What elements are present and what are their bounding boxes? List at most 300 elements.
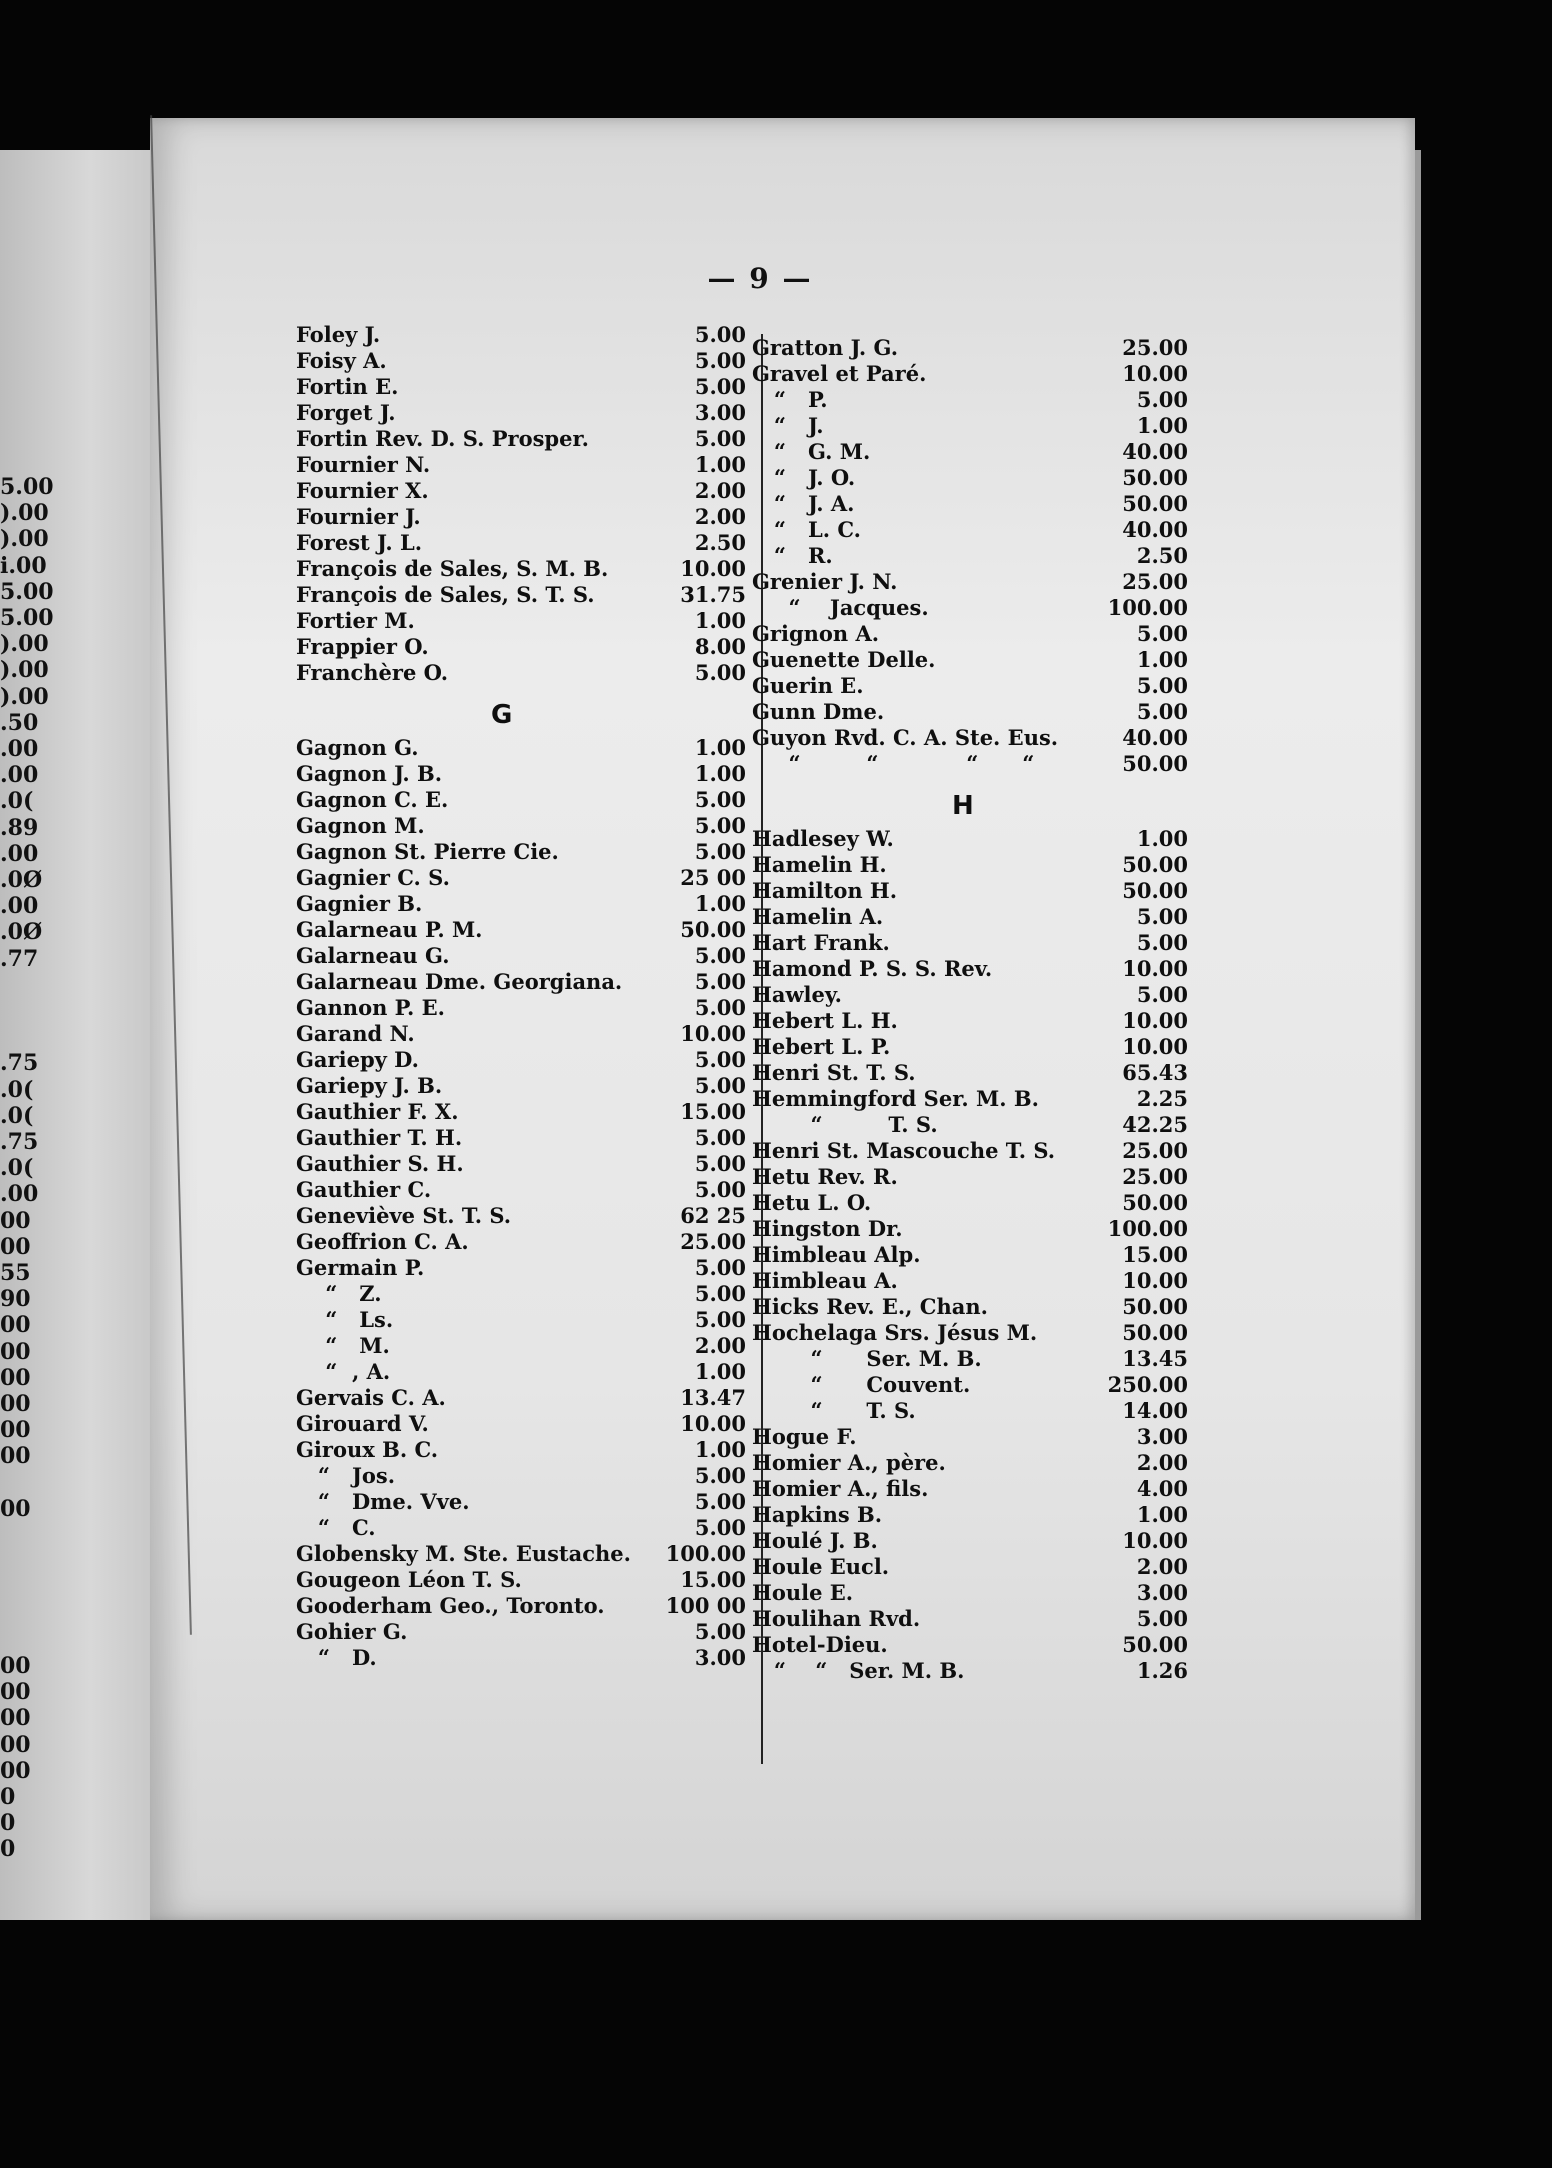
facing-page-amount: ).00 [0, 500, 49, 527]
donor-name: Gauthier T. H. [296, 1125, 463, 1151]
ledger-row [752, 1450, 1188, 1476]
ledger-row [752, 673, 1188, 699]
donation-amount: 5.00 [694, 787, 746, 813]
donation-amount: 25.00 [680, 1229, 746, 1255]
section-heading: G [491, 700, 513, 731]
donation-amount: 50.00 [1122, 491, 1188, 516]
donation-amount: 5.00 [1136, 1606, 1188, 1632]
ledger-row [752, 387, 1188, 413]
donor-name: Gratton J. G. [752, 335, 899, 360]
donor-name: “ Ser. M. B. [752, 1346, 982, 1372]
donor-name: “ J. A. [752, 491, 855, 516]
donor-name: Gauthier C. [296, 1177, 432, 1203]
ledger-row [296, 1359, 746, 1385]
donor-name: Gannon P. E. [296, 995, 445, 1021]
ledger-row [296, 1385, 746, 1411]
donation-amount: 5.00 [694, 1073, 746, 1099]
donation-amount: 50.00 [1122, 852, 1188, 878]
donor-name: Galarneau Dme. Georgiana. [296, 969, 623, 995]
facing-page-amount: 55 [0, 1260, 31, 1286]
donor-name: Hingston Dr. [752, 1216, 903, 1242]
donation-amount: 50.00 [1122, 1320, 1188, 1346]
donor-name: “ “ “ “ [752, 751, 1035, 776]
donor-name: Forest J. L. [296, 530, 423, 555]
donation-amount: 1.00 [1136, 413, 1188, 438]
facing-page-amount: .00 [0, 762, 39, 789]
donation-amount: 2.00 [694, 1333, 746, 1359]
ledger-row [296, 1281, 746, 1307]
donation-amount: 13.47 [680, 1385, 746, 1411]
facing-page-amount: 90 [0, 1286, 31, 1313]
page-number: — 9 — [707, 262, 813, 295]
donor-name: Gariepy J. B. [296, 1073, 443, 1099]
donor-name: “ , A. [296, 1359, 391, 1385]
donor-name: “ D. [296, 1645, 377, 1671]
donor-name: Franchère O. [296, 660, 449, 685]
donation-amount: 1.00 [1136, 1502, 1188, 1528]
ledger-row [296, 891, 746, 917]
ledger-row [296, 634, 746, 660]
donation-amount: 5.00 [694, 1047, 746, 1073]
donation-amount: 50.00 [1122, 1294, 1188, 1320]
donation-amount: 250.00 [1107, 1372, 1188, 1398]
donation-amount: 10.00 [1122, 1268, 1188, 1294]
donor-name: Guerin E. [752, 673, 864, 698]
donation-amount: 5.00 [1136, 387, 1188, 412]
ledger-row [752, 1372, 1188, 1398]
donor-name: Gagnier B. [296, 891, 423, 917]
donor-name: “ M. [296, 1333, 390, 1359]
ledger-row [296, 1593, 746, 1619]
donation-amount: 3.00 [694, 1645, 746, 1671]
ledger-row [752, 1346, 1188, 1372]
ledger-row [752, 1580, 1188, 1606]
facing-page-amount: 00 [0, 1391, 31, 1417]
ledger-row [296, 1333, 746, 1359]
facing-page-amount: .00 [0, 736, 39, 762]
donation-amount: 5.00 [1136, 904, 1188, 930]
donor-name: Foisy A. [296, 348, 387, 373]
donation-amount: 5.00 [694, 1307, 746, 1333]
donor-name: Gooderham Geo., Toronto. [296, 1593, 605, 1619]
facing-page-amount: 00 [0, 1653, 31, 1679]
donation-amount: 1.00 [694, 1437, 746, 1463]
donor-name: Henri St. T. S. [752, 1060, 916, 1086]
ledger-row [296, 426, 746, 452]
section-heading: H [952, 791, 974, 822]
facing-page-amount: i.00 [0, 552, 47, 579]
ledger-row [296, 1229, 746, 1255]
donation-amount: 5.00 [694, 1489, 746, 1515]
donor-name: Gagnon M. [296, 813, 425, 839]
donor-name: Fortin Rev. D. S. Prosper. [296, 426, 589, 451]
donation-amount: 5.00 [1136, 673, 1188, 698]
donor-name: Fournier N. [296, 452, 431, 477]
donor-name: “ J. [752, 413, 824, 438]
donor-name: “ R. [752, 543, 833, 568]
donation-amount: 31.75 [680, 582, 746, 607]
donation-amount: 3.00 [1136, 1424, 1188, 1450]
ledger-row [752, 543, 1188, 569]
donor-name: Houlihan Rvd. [752, 1606, 921, 1632]
ledger-row [752, 1294, 1188, 1320]
donor-name: Forget J. [296, 400, 396, 425]
donation-amount: 10.00 [680, 1021, 746, 1047]
donation-amount: 1.00 [694, 452, 746, 477]
donation-amount: 3.00 [694, 400, 746, 425]
facing-page-amount: .77 [0, 945, 39, 972]
donation-amount: 25.00 [1122, 1164, 1188, 1190]
donor-name: Fortier M. [296, 608, 415, 633]
facing-page-amount: .0( [0, 1155, 34, 1182]
facing-page-amount: 5.00 [0, 474, 54, 500]
donation-amount: 5.00 [694, 426, 746, 451]
donor-name: “ J. O. [752, 465, 856, 490]
donor-name: Grenier J. N. [752, 569, 898, 594]
facing-page-amount: 00 [0, 1233, 31, 1260]
ledger-row [752, 1502, 1188, 1528]
donor-name: Hicks Rev. E., Chan. [752, 1294, 988, 1320]
ledger-row [296, 813, 746, 839]
ledger-row [296, 1541, 746, 1567]
ledger-row [752, 413, 1188, 439]
donation-amount: 10.00 [1122, 361, 1188, 386]
donation-amount: 13.45 [1122, 1346, 1188, 1372]
donation-amount: 10.00 [1122, 1008, 1188, 1034]
ledger-row [752, 491, 1188, 517]
donor-name: Gauthier S. H. [296, 1151, 464, 1177]
ledger-row [752, 1424, 1188, 1450]
ledger-row [752, 1034, 1188, 1060]
donation-amount: 50.00 [1122, 1632, 1188, 1658]
facing-page-amount: .89 [0, 814, 39, 841]
donation-amount: 50.00 [1122, 465, 1188, 490]
donation-amount: 15.00 [1122, 1242, 1188, 1268]
donation-amount: 5.00 [694, 839, 746, 865]
donation-amount: 65.43 [1122, 1060, 1188, 1086]
ledger-row [296, 322, 746, 348]
donation-amount: 2.50 [694, 530, 746, 555]
ledger-row [752, 647, 1188, 673]
ledger-row [296, 1489, 746, 1515]
donor-name: Foley J. [296, 322, 381, 347]
facing-page-amount: .00 [0, 840, 39, 867]
donation-amount: 40.00 [1122, 439, 1188, 464]
donation-amount: 5.00 [694, 1619, 746, 1645]
facing-page-amount: .75 [0, 1050, 39, 1077]
donation-amount: 1.00 [694, 1359, 746, 1385]
facing-page-amount: .0( [0, 788, 34, 815]
donation-amount: 50.00 [1122, 878, 1188, 904]
facing-page-amount: ).00 [0, 526, 49, 553]
donor-name: Fournier X. [296, 478, 429, 503]
facing-page-edge [0, 150, 152, 1920]
donation-amount: 25.00 [1122, 569, 1188, 594]
donation-amount: 5.00 [694, 995, 746, 1021]
donor-name: Grignon A. [752, 621, 880, 646]
ledger-row [752, 621, 1188, 647]
donor-name: “ Z. [296, 1281, 382, 1307]
donor-name: “ T. S. [752, 1112, 938, 1138]
ledger-row [752, 1242, 1188, 1268]
donation-amount: 10.00 [680, 1411, 746, 1437]
donation-amount: 2.00 [1136, 1450, 1188, 1476]
donation-amount: 100.00 [665, 1541, 746, 1567]
ledger-row [296, 943, 746, 969]
donation-amount: 1.26 [1136, 1658, 1188, 1684]
ledger-row [752, 1164, 1188, 1190]
donor-name: Geoffrion C. A. [296, 1229, 469, 1255]
donor-name: “ Couvent. [752, 1372, 971, 1398]
ledger-row [752, 1216, 1188, 1242]
facing-page-amount: 00 [0, 1443, 31, 1470]
ledger-row [752, 1060, 1188, 1086]
donor-name: Homier A., père. [752, 1450, 946, 1476]
donation-amount: 3.00 [1136, 1580, 1188, 1606]
ledger-row [296, 1099, 746, 1125]
donation-amount: 1.00 [694, 735, 746, 761]
donation-amount: 5.00 [694, 1125, 746, 1151]
ledger-row [296, 452, 746, 478]
donor-name: Homier A., fils. [752, 1476, 929, 1502]
ledger-row [752, 1008, 1188, 1034]
donor-name: Hamond P. S. S. Rev. [752, 956, 993, 982]
donation-amount: 1.00 [694, 608, 746, 633]
donor-name: “ P. [752, 387, 828, 412]
donor-name: Galarneau P. M. [296, 917, 483, 943]
ledger-row [296, 530, 746, 556]
ledger-row [296, 1307, 746, 1333]
donation-amount: 5.00 [694, 660, 746, 685]
facing-page-amount: .0Ø [0, 919, 43, 946]
donation-amount: 5.00 [694, 374, 746, 399]
donation-amount: 2.00 [694, 504, 746, 529]
ledger-row [296, 1125, 746, 1151]
donor-name: Guyon Rvd. C. A. Ste. Eus. [752, 725, 1059, 750]
donation-amount: 5.00 [694, 1515, 746, 1541]
facing-page-amount: 0 [0, 1810, 16, 1837]
donation-amount: 100.00 [1107, 1216, 1188, 1242]
donor-name: Henri St. Mascouche T. S. [752, 1138, 1056, 1164]
facing-page-amount: ).00 [0, 683, 49, 710]
donor-name: Fournier J. [296, 504, 421, 529]
donor-name: Houle E. [752, 1580, 854, 1606]
donation-amount: 50.00 [1122, 751, 1188, 776]
donor-name: “ G. M. [752, 439, 871, 464]
donor-name: “ C. [296, 1515, 376, 1541]
ledger-row [752, 930, 1188, 956]
donor-name: Hamilton H. [752, 878, 898, 904]
donation-amount: 5.00 [694, 1281, 746, 1307]
donation-amount: 5.00 [694, 969, 746, 995]
donor-name: Hawley. [752, 982, 842, 1008]
ledger-row [752, 1190, 1188, 1216]
facing-page-amount: .50 [0, 709, 39, 736]
donor-name: Gunn Dme. [752, 699, 885, 724]
ledger-row [752, 1606, 1188, 1632]
donor-name: Galarneau G. [296, 943, 450, 969]
donor-name: Hetu L. O. [752, 1190, 872, 1216]
donor-name: Hebert L. H. [752, 1008, 898, 1034]
facing-page-amount: 00 [0, 1731, 31, 1758]
donor-name: “ Dme. Vve. [296, 1489, 470, 1515]
donor-name: Geneviève St. T. S. [296, 1203, 512, 1229]
ledger-row [296, 582, 746, 608]
donor-name: Gagnon C. E. [296, 787, 449, 813]
facing-page-amount: 5.00 [0, 605, 54, 631]
facing-page-amount: ).00 [0, 657, 49, 684]
donation-amount: 4.00 [1136, 1476, 1188, 1502]
ledger-row [752, 1554, 1188, 1580]
donor-name: Gougeon Léon T. S. [296, 1567, 522, 1593]
donor-name: Guenette Delle. [752, 647, 936, 672]
donation-amount: 5.00 [694, 1177, 746, 1203]
ledger-row [752, 335, 1188, 361]
ledger-row [296, 995, 746, 1021]
ledger-row [752, 751, 1188, 777]
facing-page-amount: 00 [0, 1364, 31, 1391]
ledger-row [752, 982, 1188, 1008]
page-edge-shadow [1415, 150, 1421, 1920]
ledger-row [296, 1463, 746, 1489]
facing-page-amount: 00 [0, 1679, 31, 1706]
ledger-row [752, 465, 1188, 491]
ledger-row [752, 517, 1188, 543]
donation-amount: 1.00 [1136, 826, 1188, 852]
facing-page-amount: .0( [0, 1102, 34, 1129]
facing-page-amount: .75 [0, 1129, 39, 1155]
facing-page-amount: .0Ø [0, 867, 43, 893]
facing-page-amount: 00 [0, 1495, 31, 1522]
donation-amount: 25.00 [1122, 335, 1188, 360]
donor-name: Hapkins B. [752, 1502, 883, 1528]
facing-page-amount: 00 [0, 1417, 31, 1444]
ledger-row [752, 1398, 1188, 1424]
ledger-row [296, 1177, 746, 1203]
donation-amount: 10.00 [1122, 956, 1188, 982]
donor-name: Hogue F. [752, 1424, 857, 1450]
ledger-row [752, 1268, 1188, 1294]
ledger-row [752, 1632, 1188, 1658]
donor-name: “ “ Ser. M. B. [752, 1658, 965, 1684]
ledger-row [296, 735, 746, 761]
donation-amount: 25.00 [1122, 1138, 1188, 1164]
donation-amount: 1.00 [694, 761, 746, 787]
ledger-row [296, 1203, 746, 1229]
donor-name: Hart Frank. [752, 930, 890, 956]
donation-amount: 100.00 [1107, 595, 1188, 620]
donor-name: “ Ls. [296, 1307, 394, 1333]
donor-name: Frappier O. [296, 634, 429, 659]
facing-page-amount: 00 [0, 1705, 31, 1732]
ledger-row [296, 1073, 746, 1099]
ledger-row [752, 1086, 1188, 1112]
donor-name: Gagnon J. B. [296, 761, 443, 787]
ledger-row [296, 1567, 746, 1593]
donation-amount: 25 00 [680, 865, 746, 891]
donor-name: Gariepy D. [296, 1047, 419, 1073]
donor-name: Hamelin H. [752, 852, 887, 878]
donor-name: Gagnon G. [296, 735, 419, 761]
donation-amount: 2.50 [1136, 543, 1188, 568]
ledger-row [296, 400, 746, 426]
ledger-row [296, 504, 746, 530]
facing-page-amount: .00 [0, 893, 39, 920]
donation-amount: 10.00 [1122, 1034, 1188, 1060]
donor-name: Giroux B. C. [296, 1437, 439, 1463]
donation-amount: 15.00 [680, 1567, 746, 1593]
donation-amount: 5.00 [694, 1463, 746, 1489]
donor-name: “ Jos. [296, 1463, 396, 1489]
ledger-row [296, 1021, 746, 1047]
ledger-row [296, 1645, 746, 1671]
donor-name: François de Sales, S. T. S. [296, 582, 595, 607]
ledger-row [296, 1411, 746, 1437]
donor-name: “ T. S. [752, 1398, 916, 1424]
ledger-row [752, 956, 1188, 982]
donation-amount: 40.00 [1122, 517, 1188, 542]
donation-amount: 2.00 [694, 478, 746, 503]
ledger-row [296, 478, 746, 504]
ledger-row [296, 608, 746, 634]
donation-amount: 5.00 [1136, 621, 1188, 646]
donor-name: Gagnon St. Pierre Cie. [296, 839, 559, 865]
ledger-row [296, 1619, 746, 1645]
ledger-row [296, 839, 746, 865]
ledger-row [752, 1138, 1188, 1164]
donor-name: Hebert L. P. [752, 1034, 891, 1060]
ledger-row [752, 1476, 1188, 1502]
ledger-row [296, 865, 746, 891]
donor-name: Garand N. [296, 1021, 415, 1047]
ledger-row [296, 660, 746, 686]
ledger-row [296, 556, 746, 582]
donor-name: Gohier G. [296, 1619, 408, 1645]
donation-amount: 5.00 [1136, 930, 1188, 956]
donor-name: Germain P. [296, 1255, 425, 1281]
donation-amount: 5.00 [694, 1151, 746, 1177]
donation-amount: 15.00 [680, 1099, 746, 1125]
donor-name: Gagnier C. S. [296, 865, 450, 891]
donation-amount: 2.25 [1136, 1086, 1188, 1112]
donation-amount: 40.00 [1122, 725, 1188, 750]
donor-name: Hochelaga Srs. Jésus M. [752, 1320, 1038, 1346]
donation-amount: 100 00 [665, 1593, 746, 1619]
donation-amount: 10.00 [1122, 1528, 1188, 1554]
donor-name: Hetu Rev. R. [752, 1164, 898, 1190]
ledger-row [296, 374, 746, 400]
donor-name: Himbleau Alp. [752, 1242, 921, 1268]
ledger-row [296, 1255, 746, 1281]
donation-amount: 8.00 [694, 634, 746, 659]
facing-page-amount: .00 [0, 1181, 39, 1208]
ledger-row [296, 917, 746, 943]
donor-name: Hotel-Dieu. [752, 1632, 888, 1658]
ledger-row [296, 348, 746, 374]
facing-page-amount: 00 [0, 1207, 31, 1234]
ledger-row [296, 1151, 746, 1177]
ledger-row [296, 1515, 746, 1541]
donation-amount: 14.00 [1122, 1398, 1188, 1424]
ledger-row [296, 787, 746, 813]
donation-amount: 42.25 [1122, 1112, 1188, 1138]
facing-page-amount: 00 [0, 1757, 31, 1784]
donation-amount: 5.00 [694, 943, 746, 969]
ledger-row [752, 699, 1188, 725]
donor-name: Houlé J. B. [752, 1528, 878, 1554]
ledger-row [296, 969, 746, 995]
donor-name: Hamelin A. [752, 904, 884, 930]
